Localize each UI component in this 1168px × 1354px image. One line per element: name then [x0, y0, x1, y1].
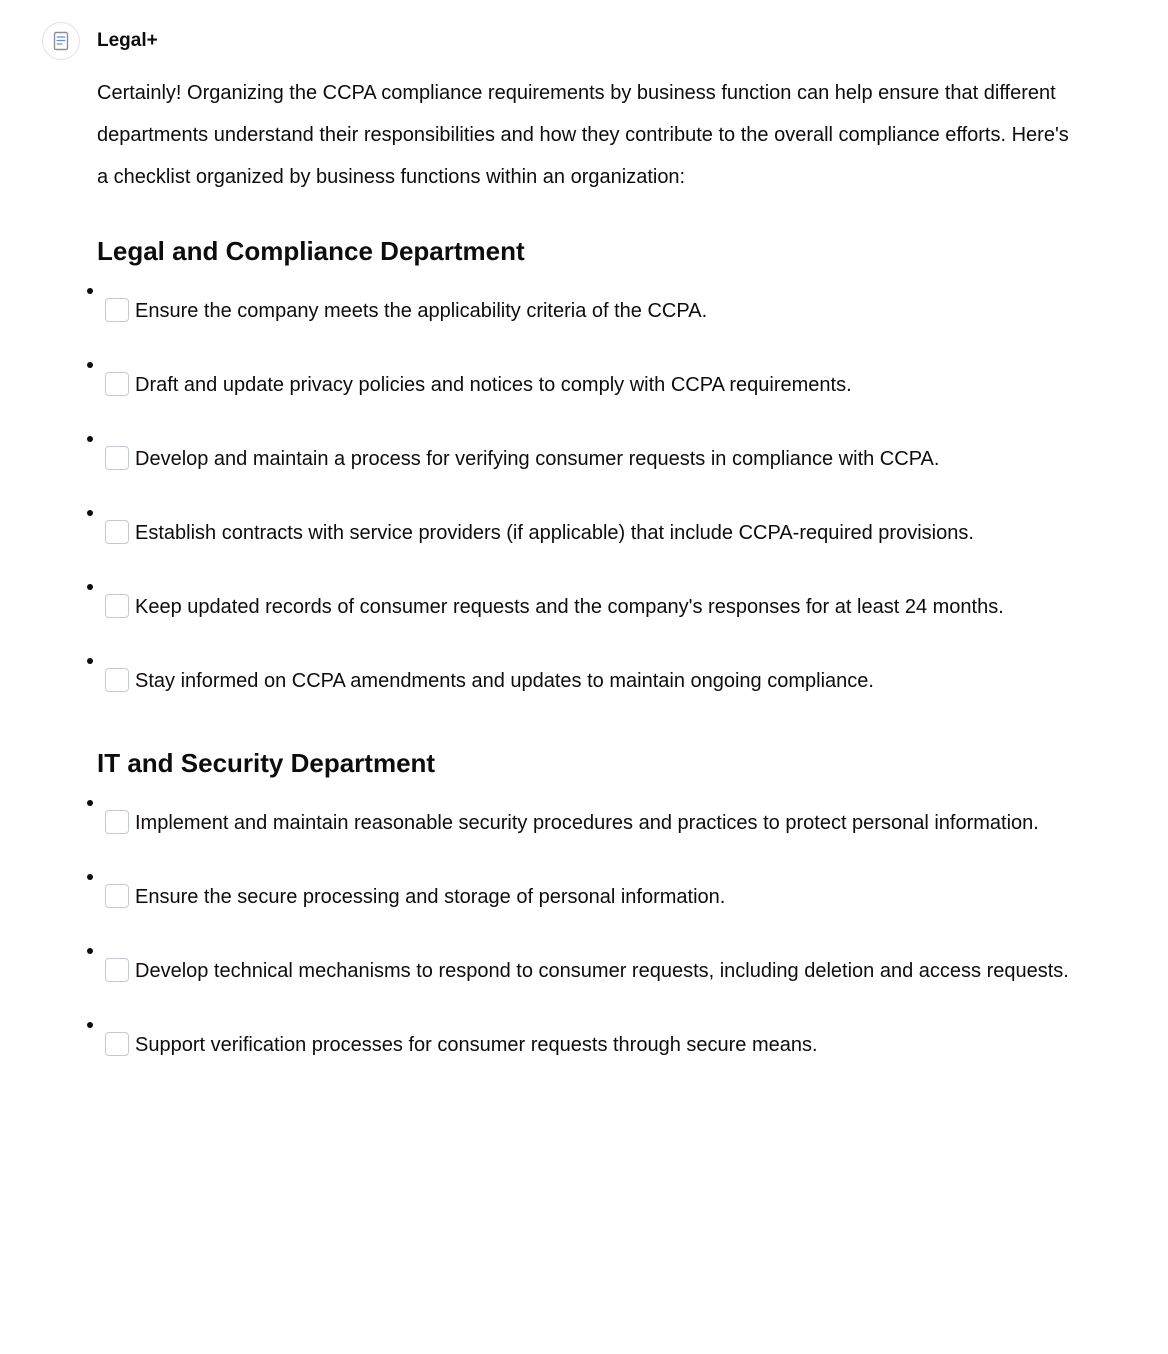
- intro-paragraph: Certainly! Organizing the CCPA compliance requirements by business function can help ensure that different departments understand their responsibilities and how they contribute to the overall compliance efforts. Here's a checklist organized by business functions within an organization:: [97, 82, 1069, 188]
- task-item: [105, 356, 1082, 414]
- task-item: [105, 652, 1082, 710]
- checkbox[interactable]: [105, 810, 129, 834]
- checkbox[interactable]: [105, 372, 129, 396]
- task-item: [105, 578, 1082, 636]
- task-label: Develop technical mechanisms to respond to consumer requests, including deletion and access requests.: [135, 960, 1069, 982]
- task-label: Implement and maintain reasonable security procedures and practices to protect personal information.: [135, 812, 1039, 834]
- task-label: Keep updated records of consumer requests and the company's responses for at least 24 months.: [135, 596, 1004, 618]
- task-label: Stay informed on CCPA amendments and updates to maintain ongoing compliance.: [135, 670, 874, 692]
- assistant-name: Legal+: [97, 30, 158, 51]
- task-label: Ensure the company meets the applicability criteria of the CCPA.: [135, 300, 708, 322]
- checkbox[interactable]: [105, 594, 129, 618]
- task-item: [105, 282, 1082, 340]
- task-list-it-security: [97, 794, 1082, 1074]
- section-heading-legal: Legal and Compliance Department: [97, 236, 525, 266]
- task-item: [105, 942, 1082, 1000]
- task-item: [105, 794, 1082, 852]
- assistant-avatar: [42, 22, 80, 60]
- checkbox[interactable]: [105, 668, 129, 692]
- task-item: [105, 430, 1082, 488]
- checkbox[interactable]: [105, 298, 129, 322]
- checkbox[interactable]: [105, 884, 129, 908]
- checkbox[interactable]: [105, 958, 129, 982]
- task-label: Support verification processes for consumer requests through secure means.: [135, 1034, 818, 1056]
- checkbox[interactable]: [105, 520, 129, 544]
- task-item: [105, 868, 1082, 926]
- section-heading-it-security: IT and Security Department: [97, 748, 436, 778]
- message-body: [97, 22, 1082, 1090]
- checkbox[interactable]: [105, 1032, 129, 1056]
- task-label: Draft and update privacy policies and notices to comply with CCPA requirements.: [135, 374, 852, 396]
- task-label: Develop and maintain a process for verifying consumer requests in compliance with CCPA.: [135, 448, 940, 470]
- task-list-legal: [97, 282, 1082, 710]
- task-label: Ensure the secure processing and storage of personal information.: [135, 886, 726, 908]
- task-item: [105, 504, 1082, 562]
- task-item: [105, 1016, 1082, 1074]
- checkbox[interactable]: [105, 446, 129, 470]
- task-label: Establish contracts with service providers (if applicable) that include CCPA-required provisions.: [135, 522, 974, 544]
- document-icon: [51, 31, 71, 51]
